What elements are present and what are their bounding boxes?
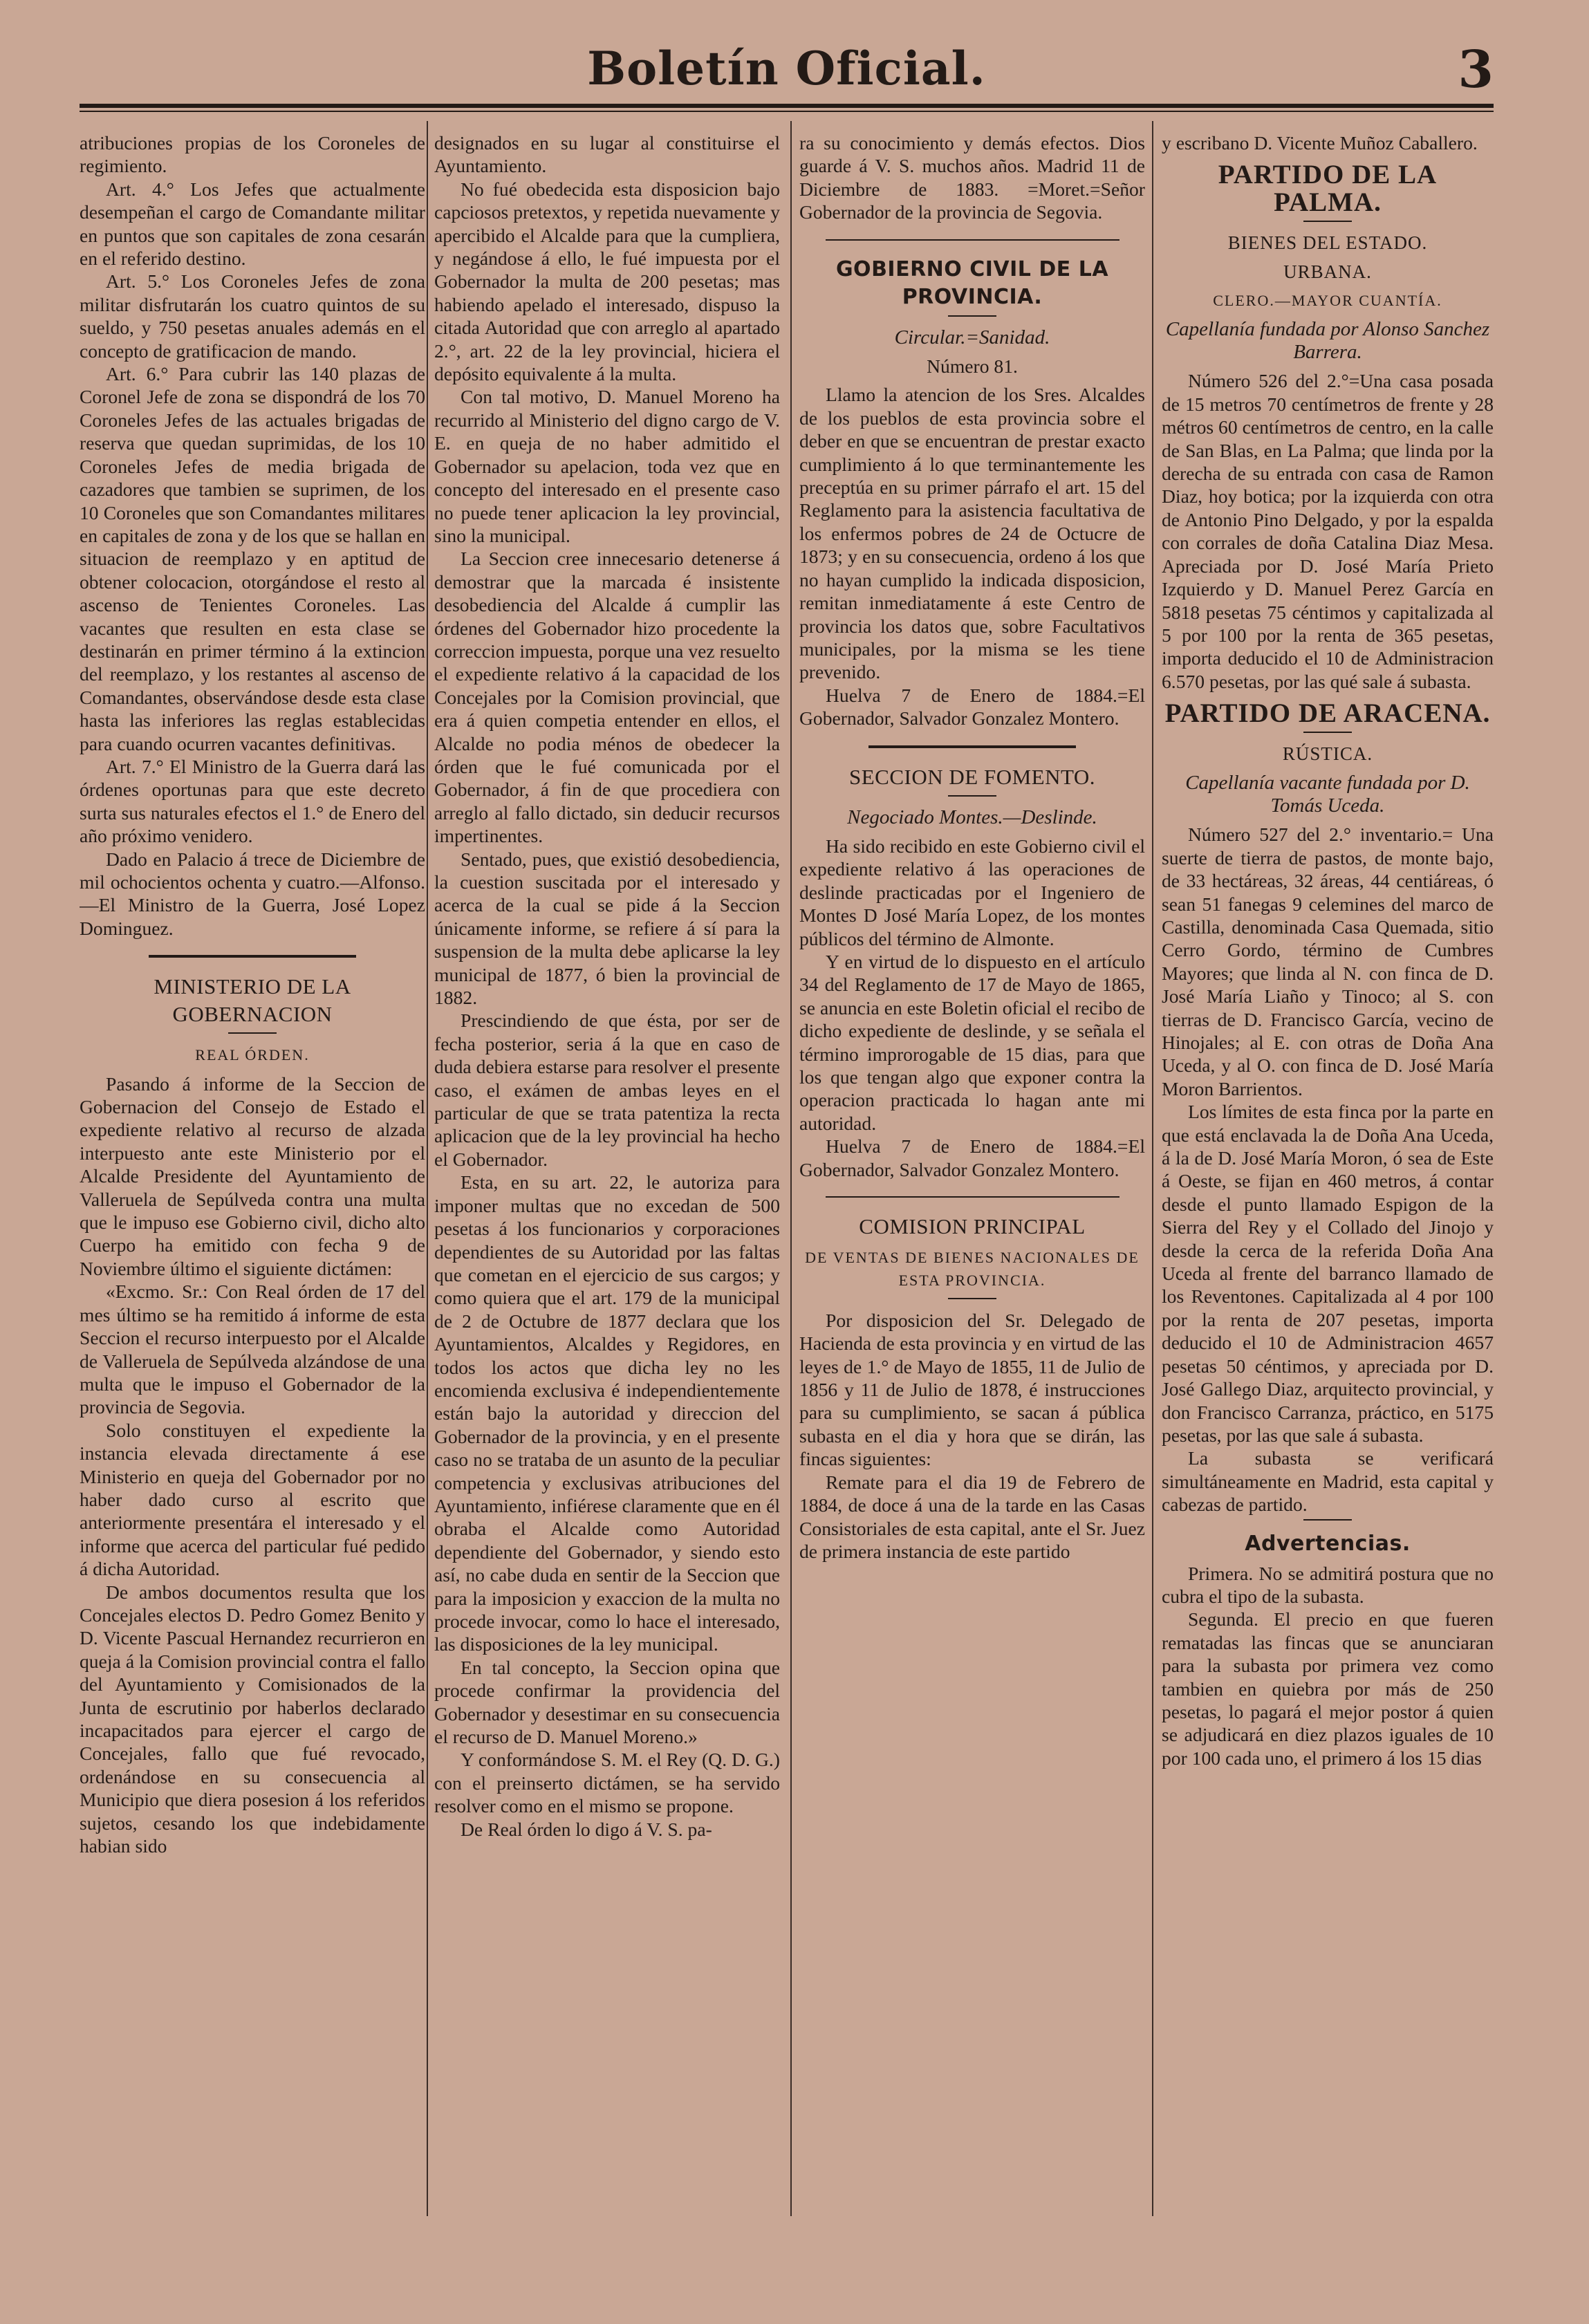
column-3	[799, 131, 1145, 2233]
paragraph: Ha sido recibido en este Gobierno civil el expediente relativo á las operaciones de deslinde practicadas por el Ingeniero de Montes D José María Lopez, de los montes públicos del término de Almonte.	[799, 835, 1145, 949]
paragraph: Art. 7.° El Ministro de la Guerra dará las órdenes oportunas para que este decreto surta sus naturales efectos el 1.° de Enero del año próximo venidero.	[80, 755, 425, 847]
paragraph: Art. 5.° Los Coroneles Jefes de zona militar disfrutarán los cuatro quintos de su sueldo, y 750 pesetas anuales además en el concepto de gratificacion de mando.	[80, 270, 425, 362]
paragraph: Remate para el dia 19 de Febrero de 1884, de doce á una de la tarde en las Casas Consistoriales de esta capital, ante el Sr. Juez de primera instancia de este partido	[799, 1471, 1145, 1562]
section-heading: GOBIERNO CIVIL DE LA PROVINCIA.	[835, 257, 1109, 309]
column-2	[434, 131, 780, 2233]
paragraph: atribuciones propias de los Coroneles de regimiento.	[80, 132, 425, 177]
subheading: DE VENTAS DE BIENES NACIONALES DE ESTA PROVINCIA.	[805, 1249, 1140, 1290]
paragraph: «Excmo. Sr.: Con Real órden de 17 del mes último se ha remitido á informe de esta Seccion el recurso interpuesto por el Alcalde de Valleruela de Sepúlveda alzándose de una multa que le impuso el Gobernador de la provincia de Segovia.	[80, 1281, 425, 1418]
heading-dash	[948, 315, 996, 317]
column-divider	[790, 121, 792, 2216]
column-divider	[427, 121, 428, 2216]
heading-dash	[948, 795, 996, 797]
paragraph: Art. 6.° Para cubrir las 140 plazas de Coronel Jefe de zona se dispondrá de los 70 Coroneles Jefes de las actuales brigadas de reserva que quedan suprimidas, de los 10 Coroneles Jefes de media brigada de cazadores que tambien se suprimen, de los 10 Coroneles que son Comandantes militares en capitales de zona y de los que se hallan en situacion de reemplazo y en aptitud de obtener colocacion, otorgándose el resto al ascenso de Tenientes Coroneles. Las vacantes que resulten en esta clase se destinarán en primer término á la extincion del reemplazo, y los restantes al ascenso de Comandantes, observándose desde esta clase hasta las inferiores las reglas establecidas para cuando ocurren vacantes definitivas.	[80, 363, 425, 754]
heading-dash	[1303, 1519, 1352, 1521]
section-heading: SECCION DE FOMENTO.	[849, 764, 1095, 789]
paragraph: Por disposicion del Sr. Delegado de Hacienda de esta provincia y en virtud de las leyes de 1.° de Mayo de 1855, 11 de Julio de 1856 y 11 de Julio de 1878, é instrucciones para su cumplimiento, se sacan á pública subasta en el dia y hora que se dirán, las fincas siguientes:	[799, 1309, 1145, 1470]
column-4	[1162, 131, 1494, 2233]
header-rule-thin	[80, 111, 1494, 112]
notice-subheading: Capellanía fundada por Alonso Sanchez Barrera.	[1165, 317, 1490, 364]
column-1	[80, 131, 425, 2233]
paragraph: y escribano D. Vicente Muñoz Caballero.	[1162, 132, 1478, 154]
paragraph: Segunda. El precio en que fueren rematadas las fincas que se anunciaran para la subasta por primera vez como tambien en quiebra por más de 250 pesetas, lo pagará el mejor postor á quien se adjudicará en diez plazos iguales de 10 por 100 cada uno, el primero á los 15 dias	[1162, 1608, 1494, 1769]
paragraph: Sentado, pues, que existió desobediencia, la cuestion suscitada por el interesado y acerca de la cual se pide á la Seccion únicamente informe, se refiere á sí para la suspension de la multa debe aplicarse la ley municipal de 1877, ó bien la provincial de 1882.	[434, 848, 780, 1009]
paragraph: Dado en Palacio á trece de Diciembre de mil ochocientos ochenta y cuatro.—Alfonso.—El Ministro de la Guerra, José Lopez Dominguez.	[80, 848, 425, 939]
paragraph: Y en virtud de lo dispuesto en el artículo 34 del Reglamento de 17 de Mayo de 1865, se anuncia en este Boletin oficial el recibo de dicho expediente de deslinde, y se señala el término improrogable de 15 dias, para que los que tengan algo que exponer contra la operacion practicada lo hagan ante mi autoridad.	[799, 950, 1145, 1134]
heading-dash	[228, 1032, 277, 1034]
paragraph: Prescindiendo de que ésta, por ser de fecha posterior, seria á la que en caso de duda debiera estarse para resolver el presente caso, el exámen de ambas leyes en el particular de que se trata patentiza la recta aplicacion que de la ley provincial ha hecho el Gobernador.	[434, 1010, 780, 1170]
section-separator	[149, 955, 356, 958]
column-divider	[1152, 121, 1153, 2216]
subheading: BIENES DEL ESTADO.	[1227, 232, 1428, 254]
paragraph: En tal concepto, la Seccion opina que procede confirmar la providencia del Gobernador y desestimar en su consecuencia el recurso de D. Manuel Moreno.»	[434, 1656, 780, 1748]
section-separator	[868, 745, 1076, 748]
paragraph: Esta, en su art. 22, le autoriza para imponer multas que no excedan de 500 pesetas á los funcionarios y corporaciones dependientes de su Autoridad por las faltas que cometan en el ejercicio de sus cargos; y como quiera que el art. 179 de la municipal de 2 de Octubre de 1877 declara que los Ayuntamientos, Alcaldes y Regidores, en todos los actos que dicha ley no les encomienda exclusiva é independientemente están bajo la autoridad y direccion del Gobernador de la provincia, y en el presente caso no se trataba de un asunto de la peculiar competencia y exclusivas atribuciones del Ayuntamiento, infiérese claramente que en él obraba el Alcalde como Autoridad dependiente del Gobernador, y siendo esto así, no cabe duda en sentir de la Seccion que para la imposicion y exaccion de la multa no procede invocar, como lo hace el interesado, las disposiciones de la ley municipal.	[434, 1171, 780, 1655]
masthead-title: Boletín Oficial.	[587, 41, 986, 95]
heading-dash	[948, 1298, 996, 1299]
section-heading: PARTIDO DE LA PALMA.	[1218, 160, 1438, 218]
header-rule	[80, 104, 1494, 108]
paragraph: Llamo la atencion de los Sres. Alcaldes de los pueblos de esta provincia sobre el deber en que se encuentran de prestar exacto cumplimiento á lo que terminantemente les preceptúa en su primer párrafo el art. 15 del Reglamento para la asistencia facultativa de los enfermos pobres de 24 de Octucre de 1873; y en su consecuencia, ordeno á los que no hayan cumplido la indicada disposicion, remitan inmediatamente á este Centro de provincia los datos que, sobre Facultativos municipales, por la misma se les tiene prevenido.	[799, 384, 1145, 683]
paragraph: De Real órden lo digo á V. S. pa-	[461, 1818, 712, 1840]
paragraph: Primera. No se admitirá postura que no cubra el tipo de la subasta.	[1162, 1562, 1494, 1607]
paragraph: La subasta se verificará simultáneamente en Madrid, esta capital y cabezas de partido.	[1162, 1447, 1494, 1516]
subheading: REAL ÓRDEN.	[195, 1046, 310, 1064]
paragraph: Con tal motivo, D. Manuel Moreno ha recurrido al Ministerio del digno cargo de V. E. en queja de no haber admitido el Gobernador su apelacion, toda vez que en concepto del interesado en el presente caso no puede tener aplicacion la ley provincial, sino la municipal.	[434, 386, 780, 546]
heading-dash	[1303, 221, 1352, 222]
paragraph: ra su conocimiento y demás efectos. Dios guarde á V. S. muchos años. Madrid 11 de Diciembre de 1883. =Moret.=Señor Gobernador de la provincia de Segovia.	[799, 132, 1145, 223]
section-heading: PARTIDO DE ARACENA.	[1164, 698, 1491, 729]
paragraph: No fué obedecida esta disposicion bajo capciosos pretextos, y repetida nuevamente y apercibido el Alcalde para que la cumpliera, y negándose á ello, le fué impuesta por el Gobernador la multa de 200 pesetas; mas habiendo apelado el interesado, dispuso la citada Autoridad que con arreglo al apartado 2.°, art. 22 de la ley provincial, hiciera el depósito equivalente á la multa.	[434, 178, 780, 385]
paragraph: La Seccion cree innecesario detenerse á demostrar que la marcada é insistente desobediencia del Alcalde á cumplir las órdenes del Gobernador hizo procedente la correccion impuesta, porque una vez resuelto el expediente relativo á la capacidad de los Concejales por la Comision provincial, que era á quien competia entender en ellos, el Alcalde no podia ménos de obedecer la órden que le fué comunicada por el Gobernador, á fin de que procediera con arreglo al fallo dictado, sin deducir recursos impertinentes.	[434, 548, 780, 847]
page-number: 3	[1458, 40, 1494, 100]
notice-subheading: Capellanía vacante fundada por D. Tomás Uceda.	[1185, 771, 1470, 817]
section-heading: MINISTERIO DE LA GOBERNACION	[154, 974, 351, 1027]
paragraph: designados en su lugar al constituirse el Ayuntamiento.	[434, 132, 780, 177]
section-separator	[826, 1196, 1119, 1198]
paragraph: Huelva 7 de Enero de 1884.=El Gobernador, Salvador Gonzalez Montero.	[799, 684, 1145, 729]
subheading: URBANA.	[1283, 261, 1372, 282]
notice-subheading: Negociado Montes.—Deslinde.	[847, 806, 1097, 828]
notice-subheading: Circular.=Sanidad.	[894, 326, 1050, 348]
paragraph: Y conformándose S. M. el Rey (Q. D. G.) con el preinserto dictámen, se ha servido resolver como en el mismo se propone.	[434, 1749, 780, 1817]
section-separator	[826, 239, 1119, 241]
heading-dash	[1303, 732, 1352, 733]
paragraph: De ambos documentos resulta que los Concejales electos D. Pedro Gomez Benito y D. Vicente Pascual Hernandez recurrieron en queja á la Comision provincial contra el fallo del Ayuntamiento y Comisionados de la Junta de escrutinio por haberlos declarado incapacitados para ejercer el cargo de Concejales, fallo que fué revocado, ordenándose en su consecuencia al Municipio que diera posesion á los referidos sujetos, cesando los que indebidamente habian sido	[80, 1581, 425, 1857]
section-heading: Advertencias.	[1245, 1531, 1411, 1556]
subheading: CLERO.—MAYOR CUANTÍA.	[1213, 292, 1442, 310]
paragraph: Pasando á informe de la Seccion de Gobernacion del Consejo de Estado el expediente relativo al recurso de alzada interpuesto ante este Ministerio por el Alcalde Presidente del Ayuntamiento de Valleruela de Sepúlveda contra una multa que le impuso ese Gobierno civil, dicho alto Cuerpo ha emitido con fecha 9 de Noviembre último el siguiente dictámen:	[80, 1072, 425, 1279]
notice-number: Número 81.	[927, 355, 1018, 378]
section-heading: COMISION PRINCIPAL	[859, 1214, 1086, 1239]
paragraph: Los límites de esta finca por la parte en que está enclavada la de Doña Ana Uceda, á la de D. José María Moron, ó sea de Este á Oeste, se fijan en 460 metros, á contar desde el punto llamado Espigon de la Sierra del Rey y el Collado del Jinojo y desde la cerca de la referida Doña Ana Uceda al frente del barranco llamado de los Reventones. Capitalizada al 4 por 100 por la renta de 207 pesetas, importa deducido el 10 de Administracion 4657 pesetas 50 céntimos, y apreciada por D. José Gallego Diaz, arquitecto provincial, y don Francisco Carranza, práctico, en 5175 pesetas, por las que sale á subasta.	[1162, 1101, 1494, 1446]
paragraph: Número 526 del 2.°=Una casa posada de 15 metros 70 centímetros de frente y 28 métros 60 centímetros de centro, en la calle de San Blas, en La Palma; que linda por la derecha de su entrada con casa de Ramon Diaz, hoy botica; por la izquierda con otra de Antonio Pino Delgado, y por la espalda con corrales de doña Catalina Diaz Mesa. Apreciada por D. José María Prieto Izquierdo y D. Manuel Perez García en 5818 pesetas 75 céntimos y capitalizada al 5 por 100 por la renta de 365 pesetas, importa deducido el 10 de Administracion 6.570 pesetas, por las qué sale á subasta.	[1162, 370, 1494, 692]
paragraph: Huelva 7 de Enero de 1884.=El Gobernador, Salvador Gonzalez Montero.	[799, 1135, 1145, 1180]
paragraph: Art. 4.° Los Jefes que actualmente desempeñan el cargo de Comandante militar en puntos que son capitales de zona cesarán en el referido destino.	[80, 178, 425, 270]
subheading: RÚSTICA.	[1282, 743, 1373, 765]
paragraph: Número 527 del 2.° inventario.= Una suerte de tierra de pastos, de monte bajo, de 33 hectáreas, 32 áreas, 44 centiáreas, ó sean 51 fanegas 9 celemines del marco de Castilla, denominada Casa Quemada, sitio Cerro Gordo, término de Cumbres Mayores; que linda al N. con finca de D. José María Liaño y Tinoco; al S. con tierras de D. Francisco García, vecino de Hinojales; al E. con otras de Doña Ana Uceda, y al O. con finca de D. José María Moron Barrientos.	[1162, 824, 1494, 1099]
paragraph: Solo constituyen el expediente la instancia elevada directamente á ese Ministerio en queja del Gobernador por no haber dado curso al escrito que anteriormente presentára el interesado y el informe que acerca del particular fué pedido á dicha Autoridad.	[80, 1419, 425, 1580]
page-header	[80, 33, 1494, 102]
